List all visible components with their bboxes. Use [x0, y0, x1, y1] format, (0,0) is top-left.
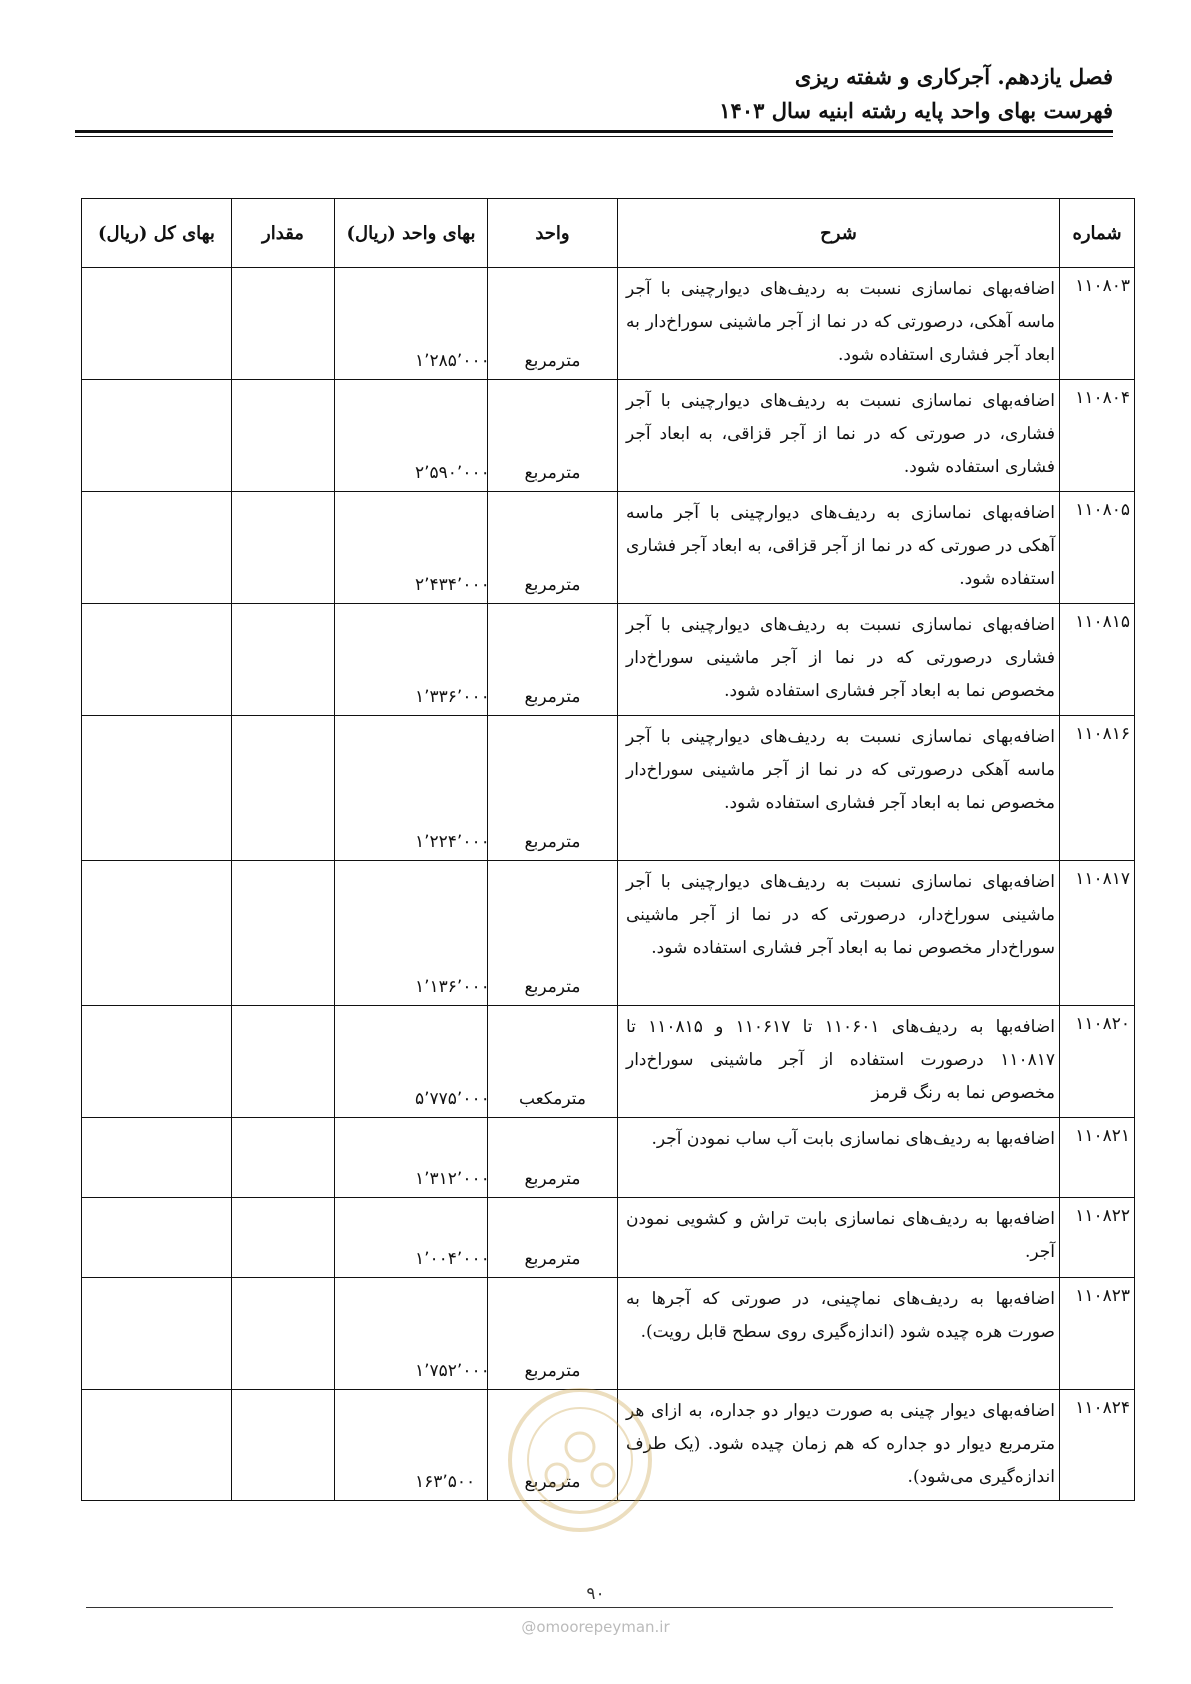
row-description: اضافه‌بهای نماسازی به ردیف‌های دیوارچینی با آجر ماسه آهکی در صورتی که در نما از آجر قزاقی، به ابعاد آجر فشاری استفاده شود.: [618, 492, 1060, 604]
row-total-price: [82, 604, 232, 716]
table-row: [82, 1278, 1135, 1390]
row-quantity: [232, 716, 335, 861]
row-unit: مترمربع: [488, 1390, 618, 1501]
row-quantity: [232, 1198, 335, 1278]
row-number: ۱۱۰۸۰۳: [1060, 268, 1135, 380]
row-number: ۱۱۰۸۲۰: [1060, 1006, 1135, 1118]
row-unit-price: ۱٬۳۱۲٬۰۰۰: [335, 1118, 488, 1198]
row-unit-price: ۱٬۱۳۶٬۰۰۰: [335, 861, 488, 1006]
row-description: اضافه‌بها به ردیف‌های نماچینی، در صورتی که آجرها به صورت هره چیده شود (اندازه‌گیری روی سطح قابل رویت).: [618, 1278, 1060, 1390]
row-unit: مترمربع: [488, 1118, 618, 1198]
chapter-title: فصل یازدهم. آجرکاری و شفته ریزی: [794, 64, 1113, 89]
row-unit: مترمربع: [488, 1198, 618, 1278]
row-description: اضافه‌بها به ردیف‌های نماسازی بابت آب ساب نمودن آجر.: [618, 1118, 1060, 1198]
watermark-url: @omoorepeyman.ir: [521, 1618, 670, 1636]
row-total-price: [82, 1278, 232, 1390]
row-unit: مترمربع: [488, 268, 618, 380]
table-row: [82, 604, 1135, 716]
table-header-row: [82, 199, 1135, 268]
row-total-price: [82, 1118, 232, 1198]
header-rule-thin: [75, 136, 1113, 137]
header-rule-thick: [75, 130, 1113, 133]
row-description: اضافه‌بهای نماسازی نسبت به ردیف‌های دیوارچینی با آجر ماشینی سوراخ‌دار، درصورتی که در نما از آجر ماشینی سوراخ‌دار مخصوص نما به ابعاد آجر فشاری استفاده شود.: [618, 861, 1060, 1006]
row-quantity: [232, 268, 335, 380]
col-header-number: شماره: [1060, 199, 1135, 268]
row-unit-price: ۱٬۲۸۵٬۰۰۰: [335, 268, 488, 380]
row-number: ۱۱۰۸۱۶: [1060, 716, 1135, 861]
row-description: اضافه‌بهای نماسازی نسبت به ردیف‌های دیوارچینی با آجر ماسه آهکی، درصورتی که در نما از آجر ماشینی سوراخ‌دار به ابعاد آجر فشاری استفاده شود.: [618, 268, 1060, 380]
table-row: [82, 861, 1135, 1006]
row-number: ۱۱۰۸۱۷: [1060, 861, 1135, 1006]
row-quantity: [232, 1278, 335, 1390]
row-unit-price: ۲٬۴۳۴٬۰۰۰: [335, 492, 488, 604]
row-quantity: [232, 380, 335, 492]
col-header-total-price: بهای کل (ریال): [82, 199, 232, 268]
row-number: ۱۱۰۸۲۱: [1060, 1118, 1135, 1198]
row-quantity: [232, 604, 335, 716]
row-unit-price: ۱۶۳٬۵۰۰: [335, 1390, 488, 1501]
row-total-price: [82, 268, 232, 380]
row-unit-price: ۱٬۳۳۶٬۰۰۰: [335, 604, 488, 716]
row-unit: مترمربع: [488, 716, 618, 861]
table-row: [82, 380, 1135, 492]
price-list-table: [81, 198, 1135, 1501]
table-row: [82, 492, 1135, 604]
row-unit-price: ۱٬۷۵۲٬۰۰۰: [335, 1278, 488, 1390]
row-number: ۱۱۰۸۰۴: [1060, 380, 1135, 492]
col-header-quantity: مقدار: [232, 199, 335, 268]
col-header-description: شرح: [618, 199, 1060, 268]
row-quantity: [232, 492, 335, 604]
row-unit-price: ۱٬۲۲۴٬۰۰۰: [335, 716, 488, 861]
footer-rule: [86, 1607, 1113, 1608]
page-number: ۹۰: [586, 1584, 605, 1604]
row-unit: مترمکعب: [488, 1006, 618, 1118]
row-number: ۱۱۰۸۲۲: [1060, 1198, 1135, 1278]
row-total-price: [82, 492, 232, 604]
row-total-price: [82, 1006, 232, 1118]
row-unit: مترمربع: [488, 380, 618, 492]
row-number: ۱۱۰۸۱۵: [1060, 604, 1135, 716]
row-description: اضافه‌بهای نماسازی نسبت به ردیف‌های دیوارچینی با آجر ماسه آهکی درصورتی که در نما از آجر ماشینی سوراخ‌دار مخصوص نما به ابعاد آجر فشاری استفاده شود.: [618, 716, 1060, 861]
row-total-price: [82, 861, 232, 1006]
row-description: اضافه‌بها به ردیف‌های ۱۱۰۶۰۱ تا ۱۱۰۶۱۷ و ۱۱۰۸۱۵ تا ۱۱۰۸۱۷ درصورت استفاده از آجر ماشینی سوراخ‌دار مخصوص نما به رنگ قرمز: [618, 1006, 1060, 1118]
row-unit-price: ۵٬۷۷۵٬۰۰۰: [335, 1006, 488, 1118]
row-number: ۱۱۰۸۰۵: [1060, 492, 1135, 604]
table-row: [82, 1198, 1135, 1278]
row-total-price: [82, 716, 232, 861]
row-total-price: [82, 1198, 232, 1278]
row-description: اضافه‌بهای دیوار چینی به صورت دیوار دو جداره، به ازای هر مترمربع دیوار دو جداره که هم زمان چیده شود. (یک طرف اندازه‌گیری می‌شود).: [618, 1390, 1060, 1501]
row-description: اضافه‌بها به ردیف‌های نماسازی بابت تراش و کشویی نمودن آجر.: [618, 1198, 1060, 1278]
book-title: فهرست بهای واحد پایه رشته ابنیه سال ۱۴۰۳: [719, 98, 1113, 123]
publisher-seal-watermark: [505, 1385, 655, 1535]
row-quantity: [232, 1118, 335, 1198]
row-number: ۱۱۰۸۲۴: [1060, 1390, 1135, 1501]
row-unit: مترمربع: [488, 492, 618, 604]
row-unit-price: ۱٬۰۰۴٬۰۰۰: [335, 1198, 488, 1278]
row-total-price: [82, 1390, 232, 1501]
row-description: اضافه‌بهای نماسازی نسبت به ردیف‌های دیوارچینی با آجر فشاری درصورتی که در نما از آجر ماشینی سوراخ‌دار مخصوص نما به ابعاد آجر فشاری استفاده شود.: [618, 604, 1060, 716]
page-header: [719, 60, 1113, 128]
row-description: اضافه‌بهای نماسازی نسبت به ردیف‌های دیوارچینی با آجر فشاری، در صورتی که در نما از آجر قزاقی، به ابعاد آجر فشاری استفاده شود.: [618, 380, 1060, 492]
row-unit: مترمربع: [488, 861, 618, 1006]
table-row: [82, 716, 1135, 861]
row-number: ۱۱۰۸۲۳: [1060, 1278, 1135, 1390]
row-quantity: [232, 861, 335, 1006]
row-quantity: [232, 1390, 335, 1501]
table-row: [82, 1006, 1135, 1118]
col-header-unit-price: بهای واحد (ریال): [335, 199, 488, 268]
col-header-unit: واحد: [488, 199, 618, 268]
row-total-price: [82, 380, 232, 492]
row-unit: مترمربع: [488, 604, 618, 716]
row-quantity: [232, 1006, 335, 1118]
row-unit-price: ۲٬۵۹۰٬۰۰۰: [335, 380, 488, 492]
table-row: [82, 268, 1135, 380]
row-unit: مترمربع: [488, 1278, 618, 1390]
table-row: [82, 1118, 1135, 1198]
